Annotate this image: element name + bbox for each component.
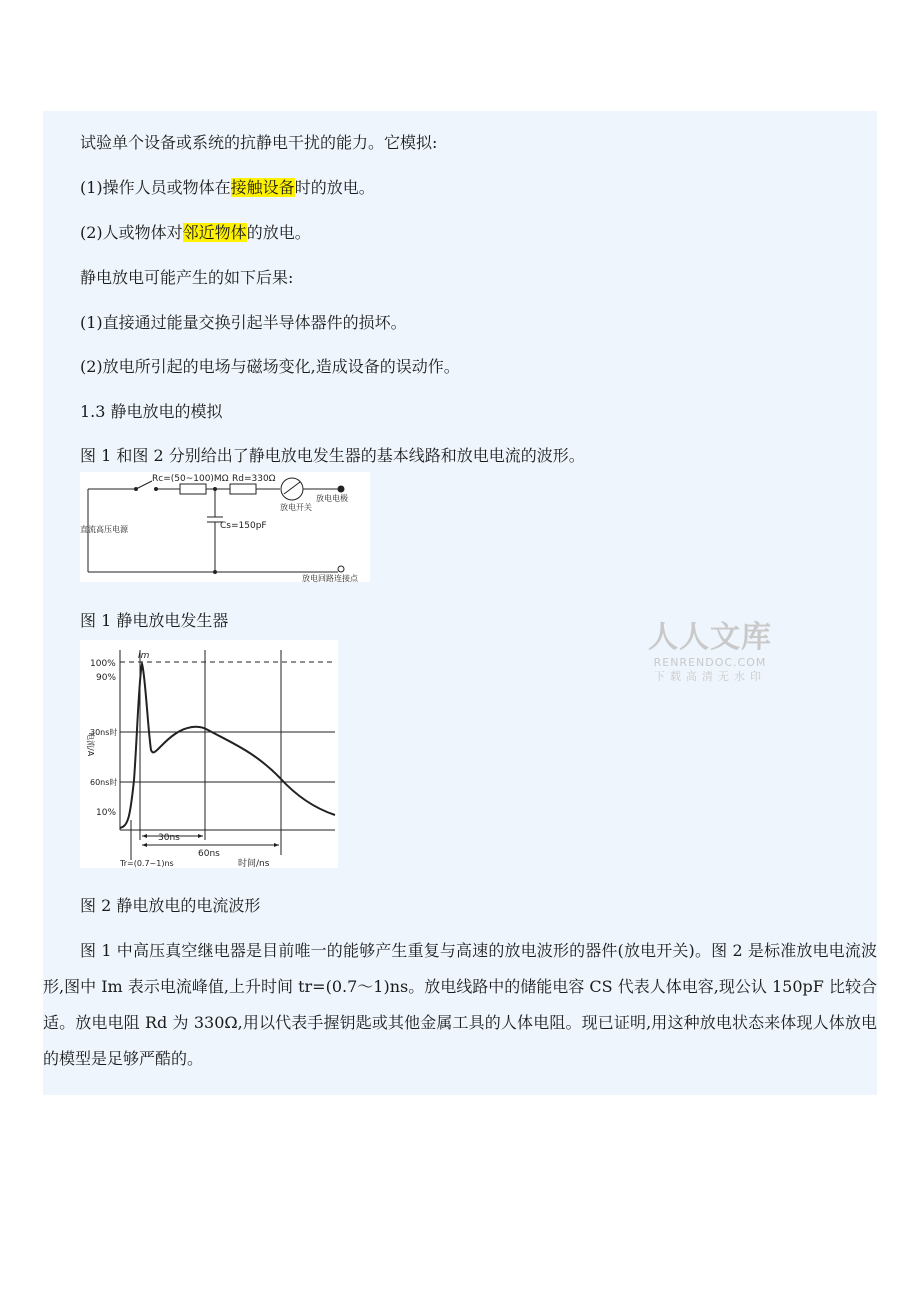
- arrow-60-left: [142, 843, 147, 847]
- dim-60-label: 60ns: [198, 849, 220, 859]
- item1-pre: (1)操作人员或物体在: [80, 178, 231, 197]
- watermark-domain: RENRENDOC.COM: [653, 656, 767, 669]
- source-label: 直流高压电源: [80, 525, 128, 534]
- junction-bottom: [213, 570, 217, 574]
- figure-2-waveform: [80, 640, 338, 868]
- switch-node-left: [134, 487, 138, 491]
- list-item: [80, 178, 375, 198]
- arrow-30-left: [142, 834, 147, 838]
- intro-line: 试验单个设备或系统的抗静电干扰的能力。它模拟:: [80, 133, 438, 152]
- watermark-title: 人人文库: [648, 620, 772, 655]
- y-tick-100: 100%: [90, 659, 116, 669]
- watermark: [640, 620, 780, 684]
- figure-2-caption: 图 2 静电放电的电流波形: [80, 896, 261, 915]
- rise-time-label: Tr=(0.7~1)ns: [120, 859, 174, 868]
- return-label: 放电回路连接点: [302, 574, 358, 582]
- watermark-subtitle: 下载高清无水印: [654, 670, 766, 683]
- x-axis-label: 时间/ns: [238, 859, 270, 868]
- switch-node-right: [154, 487, 158, 491]
- consequence-2: (2)放电所引起的电场与磁场变化,造成设备的误动作。: [80, 357, 460, 376]
- consequence-1: (1)直接通过能量交换引起半导体器件的损坏。: [80, 313, 407, 332]
- cs-label: Cs=150pF: [220, 521, 267, 531]
- highlight-contact-device: 接触设备: [230, 178, 295, 197]
- circuit-diagram: [80, 472, 370, 582]
- y-tick-10: 10%: [96, 808, 117, 818]
- peak-label: Im: [138, 651, 150, 661]
- section-heading: 1.3 静电放电的模拟: [80, 402, 223, 421]
- body-paragraph: [43, 933, 877, 1077]
- switch-label: 放电开关: [280, 503, 312, 512]
- arrow-30-right: [198, 834, 203, 838]
- item1-post: 时的放电。: [294, 178, 375, 197]
- junction-top: [213, 487, 217, 491]
- rc-label: Rc=(50~100)MΩ: [152, 474, 229, 484]
- electrode-label: 放电电极: [316, 494, 348, 503]
- highlight-nearby-object: 邻近物体: [182, 223, 247, 242]
- item2-post: 的放电。: [246, 223, 311, 242]
- item2-pre: (2)人或物体对: [80, 223, 183, 242]
- consequences-heading: 静电放电可能产生的如下后果:: [80, 268, 294, 287]
- figure-1-circuit: [80, 472, 370, 582]
- rd-label: Rd=330Ω: [232, 474, 276, 484]
- waveform-curve: [120, 664, 335, 828]
- body-paragraph-text: 图 1 中高压真空继电器是目前唯一的能够产生重复与高速的放电波形的器件(放电开关)。图 2 是标准放电电流波形,图中 Im 表示电流峰值,上升时间 tr=(0.7～1)ns。放电线路中的储能电容 CS 代表人体电容,现公认 150pF 比较合适。放电电阻 Rd 为 330Ω,用以代表手握钥匙或其他金属工具的人体电阻。现已证明,用这种放电状态来体现人体放电的模型是足够严酷的。: [43, 941, 877, 1068]
- figure-intro: 图 1 和图 2 分别给出了静电放电发生器的基本线路和放电电流的波形。: [80, 446, 585, 465]
- dim-30-label: 30ns: [158, 833, 180, 843]
- y-tick-90: 90%: [96, 673, 117, 683]
- y-axis-label: 电流/A: [86, 732, 95, 757]
- y-tick-30ns: 30ns时: [90, 728, 118, 737]
- y-tick-60ns: 60ns时: [90, 778, 118, 787]
- arrow-60-right: [274, 843, 279, 847]
- list-item: [80, 223, 311, 243]
- waveform-chart: [80, 640, 338, 868]
- figure-1-caption: 图 1 静电放电发生器: [80, 611, 229, 630]
